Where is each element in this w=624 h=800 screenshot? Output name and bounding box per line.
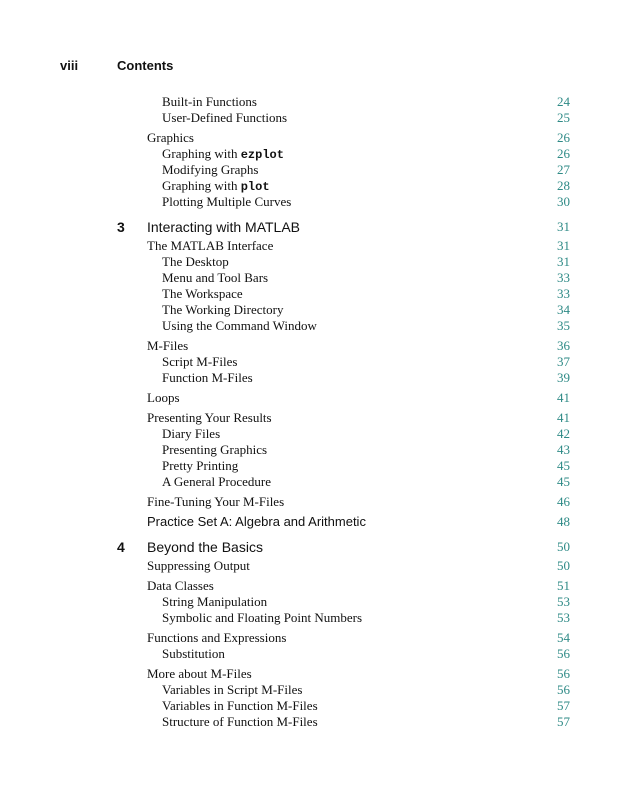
toc-entry-page: 54 <box>557 630 570 645</box>
toc-section-entry <box>0 410 624 426</box>
toc-entry-page: 45 <box>557 474 570 489</box>
toc-entry-title: Interacting with MATLAB <box>147 219 301 235</box>
toc-entry-title: Presenting Graphics <box>162 442 268 457</box>
toc-subsection-entry <box>0 110 624 126</box>
toc-entry-page: 43 <box>557 442 570 457</box>
table-of-contents <box>0 94 624 730</box>
toc-subsection-entry <box>0 682 624 698</box>
toc-section-entry <box>0 238 624 254</box>
toc-entry-page: 24 <box>557 94 570 109</box>
toc-subsection-entry <box>0 354 624 370</box>
toc-entry-page: 31 <box>557 254 570 269</box>
toc-subsection-entry <box>0 594 624 610</box>
toc-entry-page: 50 <box>557 558 570 573</box>
toc-subsection-entry <box>0 714 624 730</box>
toc-entry-page: 41 <box>557 390 570 405</box>
toc-entry-title <box>162 178 270 195</box>
toc-entry-title: Fine-Tuning Your M-Files <box>147 494 285 509</box>
toc-entry-page: 53 <box>557 610 570 625</box>
toc-subsection-entry <box>0 474 624 490</box>
toc-section-entry <box>0 494 624 510</box>
toc-entry-title: Substitution <box>162 646 225 661</box>
toc-entry-title: Menu and Tool Bars <box>162 270 269 285</box>
toc-entry-title: Functions and Expressions <box>147 630 287 645</box>
toc-entry-title: Variables in Script M-Files <box>162 682 303 697</box>
toc-entry-page: 56 <box>557 682 570 697</box>
toc-entry-title: Symbolic and Floating Point Numbers <box>162 610 363 625</box>
toc-section-entry <box>0 558 624 574</box>
toc-entry-page: 33 <box>557 270 570 285</box>
toc-entry-page: 31 <box>557 238 570 253</box>
toc-section-entry <box>0 630 624 646</box>
toc-entry-page: 27 <box>557 162 570 177</box>
toc-subsection-entry <box>0 286 624 302</box>
toc-entry-title: Suppressing Output <box>147 558 250 573</box>
toc-entry-page: 28 <box>557 178 570 193</box>
toc-entry-title: Script M-Files <box>162 354 238 369</box>
toc-entry-page: 56 <box>557 666 570 681</box>
toc-subsection-entry <box>0 162 624 178</box>
toc-entry-title <box>162 146 284 163</box>
toc-entry-page: 39 <box>557 370 570 385</box>
toc-entry-page: 57 <box>557 714 570 729</box>
toc-entry-title: Structure of Function M-Files <box>162 714 318 729</box>
toc-subsection-entry <box>0 254 624 270</box>
toc-subsection-entry <box>0 270 624 286</box>
toc-section-entry <box>0 338 624 354</box>
chapter-number: 4 <box>117 539 125 555</box>
toc-entry-page: 46 <box>557 494 570 509</box>
toc-entry-title: Graphics <box>147 130 194 145</box>
toc-subsection-entry <box>0 646 624 662</box>
toc-entry-page: 30 <box>557 194 570 209</box>
toc-chapter-entry <box>0 216 624 238</box>
toc-section-entry <box>0 390 624 406</box>
toc-subsection-entry <box>0 426 624 442</box>
toc-entry-title: Using the Command Window <box>162 318 317 333</box>
toc-entry-title: Built-in Functions <box>162 94 257 109</box>
toc-subsection-entry <box>0 146 624 162</box>
toc-entry-title: Beyond the Basics <box>147 539 263 555</box>
toc-entry-code: plot <box>240 180 270 194</box>
toc-entry-page: 56 <box>557 646 570 661</box>
toc-section-entry <box>0 578 624 594</box>
toc-subsection-entry <box>0 610 624 626</box>
toc-entry-title: Plotting Multiple Curves <box>162 194 292 209</box>
toc-entry-title: The MATLAB Interface <box>147 238 274 253</box>
toc-entry-title: Loops <box>147 390 180 405</box>
toc-entry-page: 48 <box>557 514 570 529</box>
toc-subsection-entry <box>0 194 624 210</box>
toc-entry-page: 57 <box>557 698 570 713</box>
toc-entry-page: 36 <box>557 338 570 353</box>
toc-entry-title: Data Classes <box>147 578 214 593</box>
toc-entry-page: 33 <box>557 286 570 301</box>
toc-entry-page: 42 <box>557 426 570 441</box>
toc-entry-title-text: Graphing with <box>162 178 241 193</box>
toc-entry-page: 45 <box>557 458 570 473</box>
toc-entry-title: M-Files <box>147 338 189 353</box>
toc-entry-title: More about M-Files <box>147 666 252 681</box>
toc-entry-page: 26 <box>557 130 570 145</box>
toc-entry-page: 25 <box>557 110 570 125</box>
header-title: Contents <box>117 58 174 73</box>
toc-entry-title: Variables in Function M-Files <box>162 698 318 713</box>
toc-subsection-entry <box>0 698 624 714</box>
toc-section-entry <box>0 514 624 530</box>
toc-entry-title: The Desktop <box>162 254 229 269</box>
toc-entry-title: Pretty Printing <box>162 458 239 473</box>
toc-entry-page: 53 <box>557 594 570 609</box>
toc-section-entry <box>0 666 624 682</box>
toc-subsection-entry <box>0 318 624 334</box>
toc-entry-page: 31 <box>557 219 570 234</box>
toc-entry-title: Diary Files <box>162 426 221 441</box>
toc-entry-page: 34 <box>557 302 570 317</box>
toc-entry-title: The Working Directory <box>162 302 284 317</box>
toc-subsection-entry <box>0 458 624 474</box>
toc-entry-title: Presenting Your Results <box>147 410 272 425</box>
toc-subsection-entry <box>0 302 624 318</box>
toc-chapter-entry <box>0 536 624 558</box>
toc-entry-page: 37 <box>557 354 570 369</box>
chapter-number: 3 <box>117 219 125 235</box>
toc-entry-title: String Manipulation <box>162 594 268 609</box>
toc-entry-title: User-Defined Functions <box>162 110 288 125</box>
toc-entry-title: The Workspace <box>162 286 243 301</box>
toc-entry-code: ezplot <box>240 148 284 162</box>
page-number: viii <box>60 58 79 73</box>
toc-entry-page: 51 <box>557 578 570 593</box>
toc-entry-page: 50 <box>557 539 570 554</box>
running-header <box>0 56 624 76</box>
toc-subsection-entry <box>0 442 624 458</box>
toc-entry-title-text: Graphing with <box>162 146 241 161</box>
toc-subsection-entry <box>0 94 624 110</box>
toc-entry-page: 35 <box>557 318 570 333</box>
toc-entry-page: 26 <box>557 146 570 161</box>
toc-subsection-entry <box>0 178 624 194</box>
toc-entry-page: 41 <box>557 410 570 425</box>
toc-entry-title: Function M-Files <box>162 370 253 385</box>
toc-section-entry <box>0 130 624 146</box>
toc-subsection-entry <box>0 370 624 386</box>
toc-entry-title: Practice Set A: Algebra and Arithmetic <box>147 514 366 529</box>
toc-entry-title: A General Procedure <box>162 474 272 489</box>
toc-entry-title: Modifying Graphs <box>162 162 259 177</box>
